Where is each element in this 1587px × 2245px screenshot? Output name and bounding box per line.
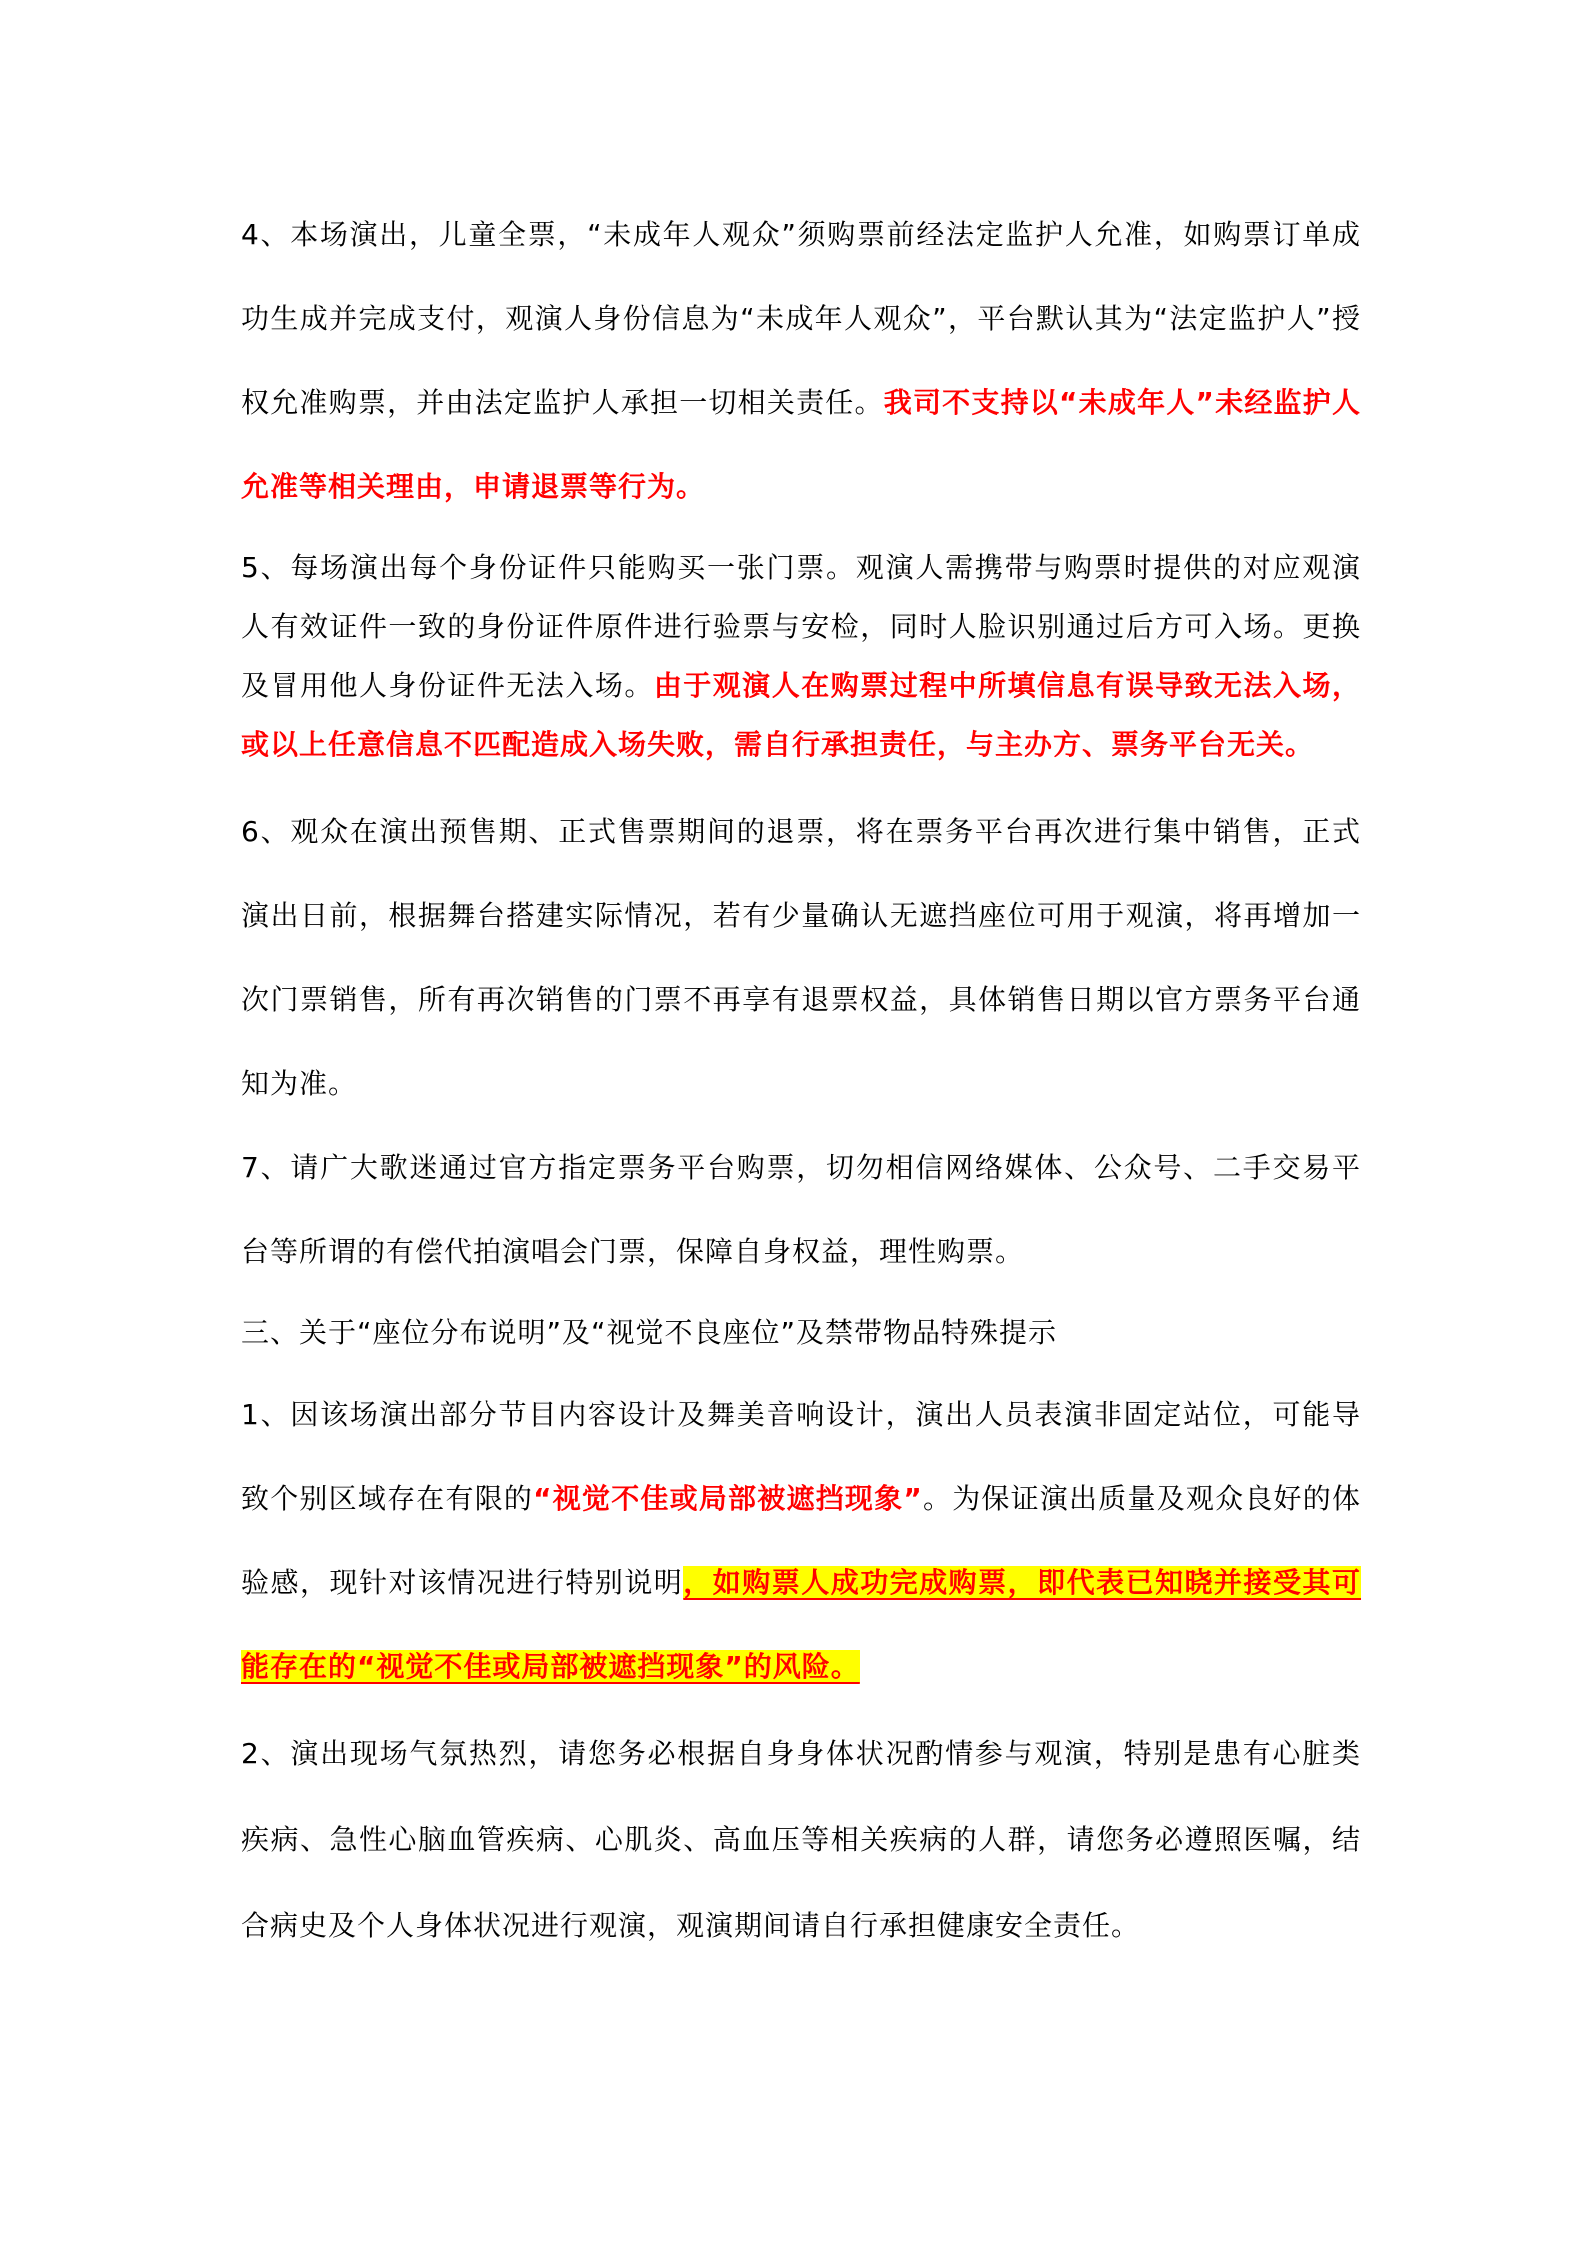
paragraph-text: 7、请广大歌迷通过官方指定票务平台购票，切勿相信网络媒体、公众号、二手交易平台等所谓的有偿代拍演唱会门票，保障自身权益，理性购票。 xyxy=(241,1151,1361,1268)
section-heading-seating xyxy=(241,1290,1361,1376)
paragraph-id-verification xyxy=(241,538,1361,774)
paragraph-resale-refund xyxy=(241,790,1361,1126)
paragraph-text: 2、演出现场气氛热烈，请您务必根据自身身体状况酌情参与观演，特别是患有心脏类疾病、急性心脑血管疾病、心肌炎、高血压等相关疾病的人群，请您务必遵照医嘱，结合病史及个人身体状况进行观演，观演期间请自行承担健康安全责任。 xyxy=(241,1737,1361,1942)
paragraph-emphasis: 我司不支持以“未成年人”未经监护人允准等相关理由，申请退票等行为。 xyxy=(241,386,1361,503)
section-heading-text: 三、关于“座位分布说明”及“视觉不良座位”及禁带物品特殊提示 xyxy=(241,1316,1058,1349)
paragraph-text: 4、本场演出，儿童全票，“未成年人观众”须购票前经法定监护人允准，如购票订单成功生成并完成支付，观演人身份信息为“未成年人观众”，平台默认其为“法定监护人”授权允准购票，并由法定监护人承担一切相关责任。 xyxy=(241,218,1361,419)
paragraph-visual-obstruction xyxy=(241,1373,1361,1709)
paragraph-emphasis: 由于观演人在购票过程中所填信息有误导致无法入场，或以上任意信息不匹配造成入场失败，需自行承担责任，与主办方、票务平台无关。 xyxy=(241,669,1361,761)
paragraph-emphasis: “视觉不佳或局部被遮挡现象” xyxy=(533,1482,923,1515)
paragraph-text: 1、因该场演出部分节目内容设计及舞美音响设计，演出人员表演非固定站位，可能导致个别区域存在有限的 xyxy=(241,1398,1361,1515)
highlighted-warning: ，如购票人成功完成购票，即代表已知晓并接受其可能存在的“视觉不佳或局部被遮挡现象”的风险。 xyxy=(241,1566,1361,1683)
paragraph-minor-audience xyxy=(241,193,1361,529)
paragraph-health-notice xyxy=(241,1711,1361,1969)
paragraph-text: 5、每场演出每个身份证件只能购买一张门票。观演人需携带与购票时提供的对应观演人有效证件一致的身份证件原件进行验票与安检，同时人脸识别通过后方可入场。更换及冒用他人身份证件无法入场。 xyxy=(241,551,1361,702)
paragraph-text: 6、观众在演出预售期、正式售票期间的退票，将在票务平台再次进行集中销售，正式演出日前，根据舞台搭建实际情况，若有少量确认无遮挡座位可用于观演，将再增加一次门票销售，所有再次销售的门票不再享有退票权益，具体销售日期以官方票务平台通知为准。 xyxy=(241,815,1361,1100)
paragraph-text-continued: 。为保证演出质量及观众良好的体验感，现针对该情况进行特别说明 xyxy=(241,1482,1361,1599)
paragraph-official-channel xyxy=(241,1126,1361,1294)
